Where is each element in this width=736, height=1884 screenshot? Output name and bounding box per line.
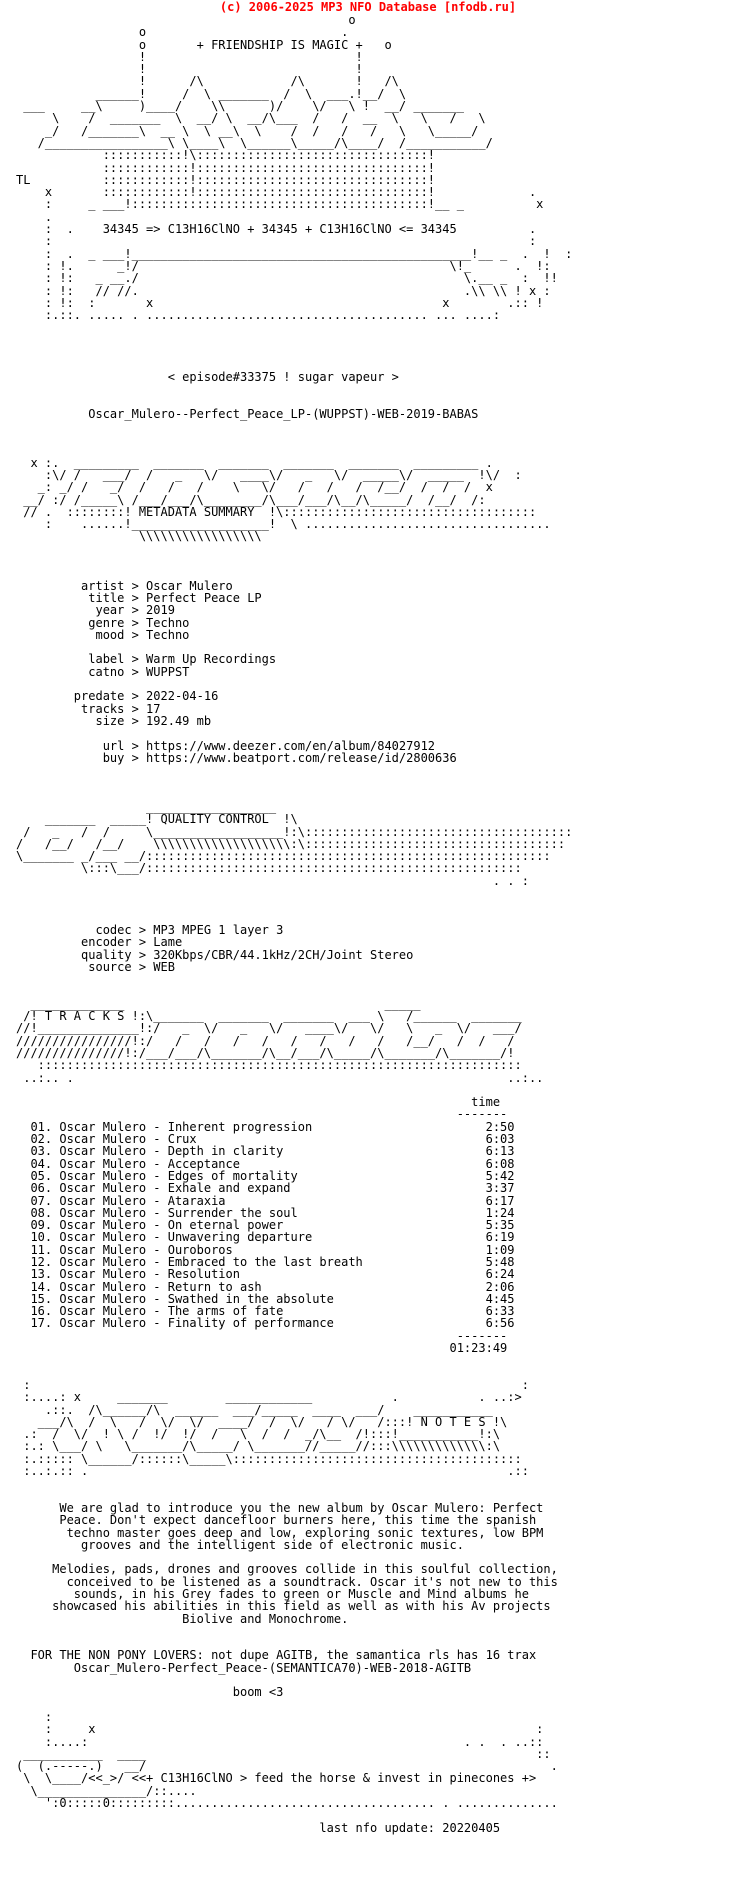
nfo-line: ___/\ / \ / \/ \/ ____/ / \/ / \/ /:::! N O T E S !\ ​ [16, 1416, 572, 1428]
nfo-line [16, 543, 572, 555]
nfo-line: o . ​ [16, 26, 572, 38]
nfo-line [16, 444, 572, 456]
nfo-line: sounds, in his Grey fades to green or Muscle and Mind albums he ​ [16, 1588, 572, 1600]
nfo-line [16, 567, 572, 579]
nfo-line: ::::::::::::!::::::::::::::::::::::::::::::::! ​ [16, 162, 572, 174]
nfo-line: Oscar_Mulero-Perfect_Peace-(SEMANTICA70)-WEB-2018-AGITB ​ [16, 1662, 572, 1674]
nfo-line: 16. Oscar Mulero - The arms of fate 6:33 ​ [16, 1305, 572, 1317]
nfo-line: techno master goes deep and low, exploring sonic textures, low BPM ​ [16, 1527, 572, 1539]
nfo-line: : !. _!/ \!_ . !: ​ [16, 260, 572, 272]
nfo-line: 07. Oscar Mulero - Ataraxia 6:17 ​ [16, 1195, 572, 1207]
nfo-line: o + FRIENDSHIP IS MAGIC + o ​ [16, 39, 572, 51]
nfo-line: FOR THE NON PONY LOVERS: not dupe AGITB, the samantica rls has 16 trax ​ [16, 1649, 572, 1661]
nfo-line: :.::. ..... . ....................................... ... ....: ​ [16, 309, 572, 321]
nfo-line: conceived to be listened as a soundtrack. Oscar it's not new to this ​ [16, 1576, 572, 1588]
nfo-line: ! /\ /\ ! /\ ​ [16, 75, 572, 87]
nfo-line: predate > 2022-04-16 ​ [16, 690, 572, 702]
nfo-line: _____________ _____ ​ [16, 998, 572, 1010]
nfo-line: .::. /\______/\ ______ ___/_____ ____ ___/ ___________ ​ [16, 1404, 572, 1416]
nfo-line: __________________ ​ [16, 801, 572, 813]
nfo-line: :\/ / ___/ / _ \/ ____\/ _ \/ _____\/ _____ !\/ : ​ [16, 469, 572, 481]
site-header: (c) 2006-2025 MP3 NFO Database [nfodb.ru] [219, 0, 517, 14]
nfo-line: 11. Oscar Mulero - Ouroboros 1:09 ​ [16, 1244, 572, 1256]
nfo-line: tracks > 17 ​ [16, 703, 572, 715]
nfo-line: : _ ___!:::::::::::::::::::::::::::::::::::::::::!__ _ x ​ [16, 198, 572, 210]
nfo-line: showcased his abilities in this field as well as with his Av projects ​ [16, 1600, 572, 1612]
nfo-line: Peace. Don't expect dancefloor burners here, this time the spanish ​ [16, 1514, 572, 1526]
nfo-line: \ / _______ \ __/ \ __/\___ / / __ \ \ / \ ​ [16, 112, 572, 124]
nfo-line: ':0:::::0:::::::::.................................... . .............. ​ [16, 1797, 572, 1809]
nfo-line [16, 334, 572, 346]
nfo-line: title > Perfect Peace LP ​ [16, 592, 572, 604]
nfo-line: url > https://www.deezer.com/en/album/84027912 ​ [16, 740, 572, 752]
nfo-line: :....: x _______ ____________ . . ..:> ​ [16, 1391, 572, 1403]
nfo-line [16, 776, 572, 788]
nfo-line [16, 383, 572, 395]
nfo-line: :....: . . . ..:: ​ [16, 1736, 572, 1748]
nfo-line: ::::::::::::::::::::::::::::::::::::::::::::::::::::::::::::::::::: ​ [16, 1059, 572, 1071]
nfo-line: codec > MP3 MPEG 1 layer 3 ​ [16, 924, 572, 936]
nfo-line [16, 432, 572, 444]
nfo-line: grooves and the intelligent side of electronic music. ​ [16, 1539, 572, 1551]
nfo-line: ______! / \ _______ / \ ___.!__/ \ ​ [16, 88, 572, 100]
nfo-line: 10. Oscar Mulero - Unwavering departure 6:19 ​ [16, 1231, 572, 1243]
nfo-line [16, 1699, 572, 1711]
nfo-line: 01. Oscar Mulero - Inherent progression 2:50 ​ [16, 1121, 572, 1133]
nfo-line [16, 1477, 572, 1489]
nfo-line: x ::::::::::::!::::::::::::::::::::::::::::::::! . ​ [16, 186, 572, 198]
nfo-line: ------- ​ [16, 1330, 572, 1342]
nfo-line: ///////////////!:/___/___/\_______/\__/___/\_____/\_______/\_______/! ​ [16, 1047, 572, 1059]
nfo-line: 09. Oscar Mulero - On eternal power 5:35 ​ [16, 1219, 572, 1231]
nfo-line: TL ::::::::::::!::::::::::::::::::::::::::::::::! ​ [16, 174, 572, 186]
nfo-line: 01:23:49 ​ [16, 1342, 572, 1354]
nfo-line: / /__/ /__/ \\\\\\\\\\\\\\\\\\\:\:::::::::::::::::::::::::::::::::::: ​ [16, 838, 572, 850]
nfo-line: 06. Oscar Mulero - Exhale and expand 3:37 ​ [16, 1182, 572, 1194]
nfo-line: ! ! ​ [16, 51, 572, 63]
nfo-line: \_______ _/___ __/:::::::::::::::::::::::::::::::::::::::::::::::::::::::: ​ [16, 850, 572, 862]
nfo-line: 04. Oscar Mulero - Acceptance 6:08 ​ [16, 1158, 572, 1170]
nfo-line: 13. Oscar Mulero - Resolution 6:24 ​ [16, 1268, 572, 1280]
nfo-line [16, 727, 572, 739]
nfo-line: last nfo update: 20220405 ​ [16, 1822, 572, 1834]
nfo-line: : : ​ [16, 1379, 572, 1391]
nfo-line: : !: // //. .\\ \\ ! x : ​ [16, 285, 572, 297]
nfo-line: encoder > Lame ​ [16, 936, 572, 948]
nfo-line [16, 1625, 572, 1637]
nfo-line: 14. Oscar Mulero - Return to ash 2:06 ​ [16, 1281, 572, 1293]
nfo-line: /! T R A C K S !:\_______ _______ _______ ___ \ /______ _______ ​ [16, 1010, 572, 1022]
nfo-line: buy > https://www.beatport.com/release/id/2800636 ​ [16, 752, 572, 764]
nfo-line [16, 1354, 572, 1366]
nfo-line: _/ /_______\ __ \ \ __\ \ / / / / \ \_____/ ​ [16, 125, 572, 137]
nfo-line: : !: _ __./ \.__ _ : !! ​ [16, 272, 572, 284]
nfo-line: x :. _________ _______ _______ _______ _______ _________ . ​ [16, 457, 572, 469]
nfo-line: \\\\\\\\\\\\\\\\\ ​ [16, 530, 572, 542]
nfo-line: quality > 320Kbps/CBR/44.1kHz/2CH/Joint Stereo ​ [16, 949, 572, 961]
nfo-line: artist > Oscar Mulero ​ [16, 580, 572, 592]
nfo-line [16, 395, 572, 407]
nfo-line [16, 321, 572, 333]
nfo-line: year > 2019 ​ [16, 604, 572, 616]
nfo-line: :::::::::::!\::::::::::::::::::::::::::::::::! ​ [16, 149, 572, 161]
nfo-line: :.::::: \______/::::::\_____\:::::::::::::::::::::::::::::::::::::::: ​ [16, 1453, 572, 1465]
nfo-line: : : ​ [16, 235, 572, 247]
nfo-line [16, 887, 572, 899]
nfo-line: / _ / / \__________________!:\::::::::::::::::::::::::::::::::::::: ​ [16, 826, 572, 838]
nfo-line: mood > Techno ​ [16, 629, 572, 641]
nfo-line: < episode#33375 ! sugar vapeur > ​ [16, 371, 572, 383]
nfo-line: Biolive and Monochrome. ​ [16, 1613, 572, 1625]
nfo-line [16, 358, 572, 370]
nfo-line: : ​ [16, 1711, 572, 1723]
nfo-line: . ​ [16, 211, 572, 223]
nfo-line: \:::\___/:::::::::::::::::::::::::::::::::::::::::::::::::::: ​ [16, 862, 572, 874]
nfo-line: ( (.-----.) __/ . ​ [16, 1760, 572, 1772]
nfo-line: ..:.. . ..:.. ​ [16, 1072, 572, 1084]
nfo-line: \_______________/::.... ​ [16, 1785, 572, 1797]
nfo-line: We are glad to introduce you the new album by Oscar Mulero: Perfect ​ [16, 1502, 572, 1514]
nfo-line: size > 192.49 mb ​ [16, 715, 572, 727]
nfo-line: : !: : x x .:: ! ​ [16, 297, 572, 309]
nfo-line [16, 420, 572, 432]
nfo-line: : . _ ___!_______________________________________________!__ _ . ! : ​ [16, 248, 572, 260]
nfo-line: _: _/ / _/ / / / \ \/ / / / /__/ / / / x ​ [16, 481, 572, 493]
nfo-line: boom <3 ​ [16, 1686, 572, 1698]
nfo-line: 15. Oscar Mulero - Swathed in the absolute 4:45 ​ [16, 1293, 572, 1305]
nfo-line [16, 985, 572, 997]
nfo-line: 17. Oscar Mulero - Finality of performance 6:56 ​ [16, 1317, 572, 1329]
nfo-line: ___ __\ )____/ \\ )/ \/ \ ! __/ _______ ​ [16, 100, 572, 112]
nfo-line: catno > WUPPST ​ [16, 666, 572, 678]
nfo-line [16, 764, 572, 776]
nfo-line: o ​ [16, 14, 572, 26]
nfo-line: genre > Techno ​ [16, 617, 572, 629]
nfo-line: time ​ [16, 1096, 572, 1108]
nfo-line: .: / \/ ! \ / !/ !/ / \ / / _/\__ /!:::!___________!:\ ​ [16, 1428, 572, 1440]
nfo-line: :.: \___/ \ \_______/\_____/ \_______//_____//:::\\\\\\\\\\\\\:\ ​ [16, 1440, 572, 1452]
nfo-line: Oscar_Mulero--Perfect_Peace_LP-(WUPPST)-WEB-2019-BABAS ​ [16, 408, 572, 420]
nfo-line: :..:.:: . .:: ​ [16, 1465, 572, 1477]
nfo-line: : ......!___________________! \ .................................. ​ [16, 518, 572, 530]
nfo-line: 02. Oscar Mulero - Crux 6:03 ​ [16, 1133, 572, 1145]
nfo-line: : . 34345 => C13H16ClNO + 34345 + C13H16ClNO <= 34345 . ​ [16, 223, 572, 235]
nfo-line: : x : ​ [16, 1723, 572, 1735]
nfo-line: Melodies, pads, drones and grooves collide in this soulful collection, ​ [16, 1563, 572, 1575]
nfo-line: // . ::::::::! METADATA SUMMARY !\::::::::::::::::::::::::::::::::::: ​ [16, 506, 572, 518]
nfo-line: ___________ ____ :: ​ [16, 1748, 572, 1760]
nfo-line [16, 346, 572, 358]
nfo-line: 12. Oscar Mulero - Embraced to the last breath 5:48 ​ [16, 1256, 572, 1268]
nfo-line: source > WEB ​ [16, 961, 572, 973]
nfo-line: 03. Oscar Mulero - Depth in clarity 6:13 ​ [16, 1145, 572, 1157]
nfo-line [16, 973, 572, 985]
nfo-line: 08. Oscar Mulero - Surrender the soul 1:24 ​ [16, 1207, 572, 1219]
nfo-line: ////////////////!:/ / / / / / / / / /__/ / / / ​ [16, 1035, 572, 1047]
nfo-line: //!______________!:/ _ \/ _ \/ ____\/ \/ \ _ \/ ___/ ​ [16, 1022, 572, 1034]
nfo-line: __/ :/ /_____\ /___/___/\________/\___/___/\__/\_____/ /__/ /: ​ [16, 494, 572, 506]
nfo-line [16, 1809, 572, 1821]
nfo-text [16, 14, 572, 1834]
nfo-line: 05. Oscar Mulero - Edges of mortality 5:42 ​ [16, 1170, 572, 1182]
nfo-line [16, 899, 572, 911]
nfo-line [16, 555, 572, 567]
nfo-line: . . : ​ [16, 875, 572, 887]
nfo-line: \ \____/<<_>/ <<+ C13H16ClNO > feed the horse & invest in pinecones +> ​ [16, 1772, 572, 1784]
nfo-line: _______ _____! QUALITY CONTROL !\ ​ [16, 813, 572, 825]
nfo-line: ------- ​ [16, 1108, 572, 1120]
nfo-line: label > Warm Up Recordings ​ [16, 653, 572, 665]
nfo-line: ! ! ​ [16, 63, 572, 75]
nfo-line: /_________________\ \____\ \______\_____/\____/ /___________/ ​ [16, 137, 572, 149]
